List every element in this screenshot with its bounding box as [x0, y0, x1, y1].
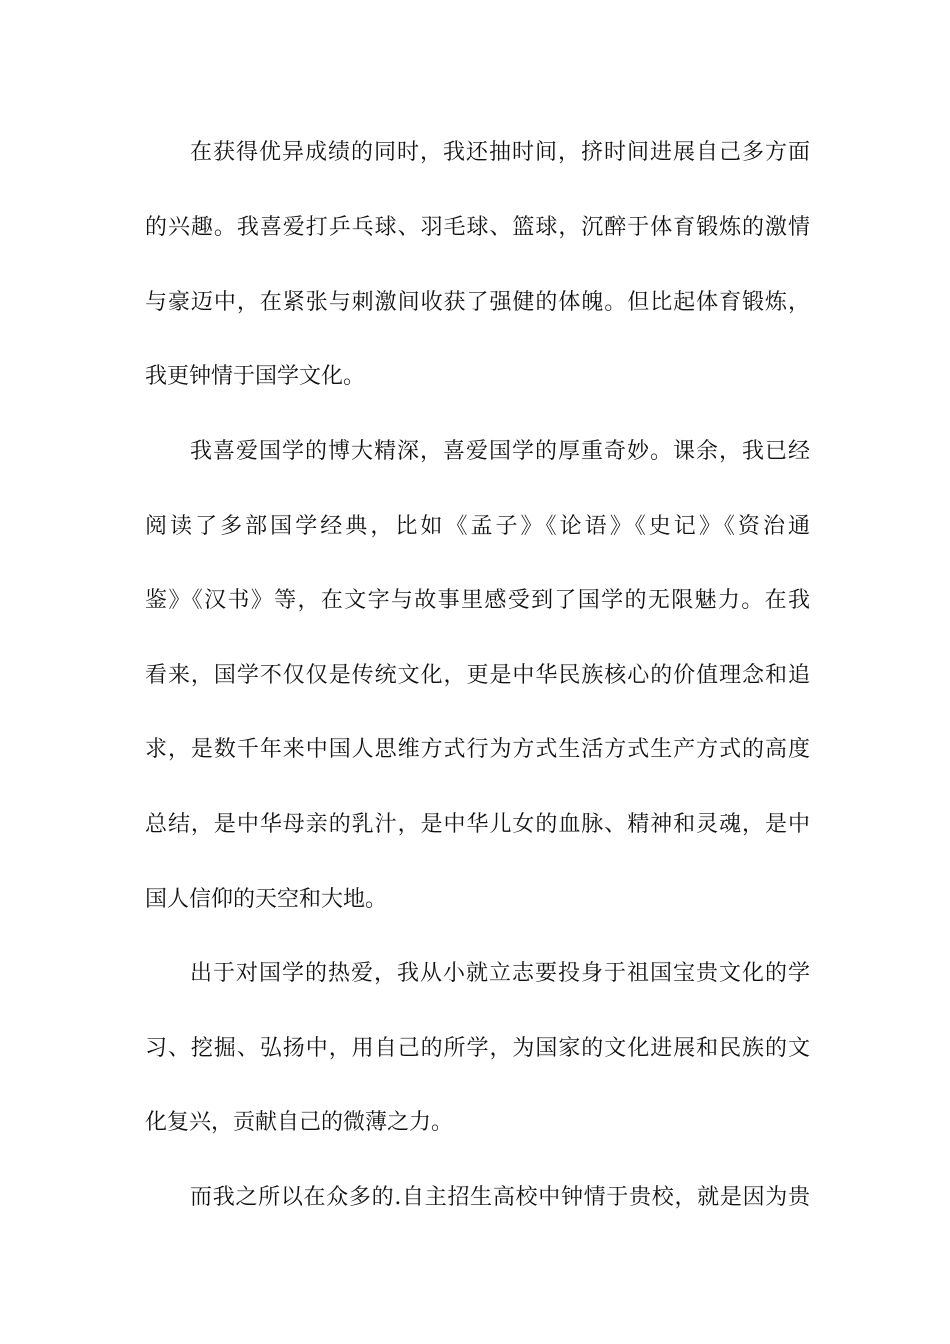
paragraph-line: 看来，国学不仅仅是传统文化，更是中华民族核心的价值理念和追: [145, 663, 810, 688]
paragraph-line: 在获得优异成绩的同时，我还抽时间，挤时间进展自己多方面: [190, 140, 810, 165]
paragraph-line: 国人信仰的天空和大地。: [145, 887, 388, 912]
paragraph-line: 求，是数千年来中国人思维方式行为方式生活方式生产方式的高度: [145, 737, 810, 762]
paragraph-line: 与豪迈中，在紧张与刺激间收获了强健的体魄。但比起体育锻炼，: [145, 290, 810, 315]
paragraph-line: 的兴趣。我喜爱打乒乓球、羽毛球、篮球，沉醉于体育锻炼的激情: [145, 215, 810, 240]
paragraph-line: 我更钟情于国学文化。: [145, 364, 366, 389]
paragraph-line: 阅读了多部国学经典，比如《孟子》《论语》《史记》《资治通: [145, 514, 810, 539]
paragraph-line: 总结，是中华母亲的乳汁，是中华儿女的血脉、精神和灵魂，是中: [145, 812, 810, 837]
paragraph-line: 而我之所以在众多的.自主招生高校中钟情于贵校，就是因为贵: [190, 1185, 810, 1210]
paragraph-line: 习、挖掘、弘扬中，用自己的所学，为国家的文化进展和民族的文: [145, 1036, 810, 1061]
paragraph-line: 鉴》《汉书》等，在文字与故事里感受到了国学的无限魅力。在我: [145, 588, 810, 613]
paragraph-line: 出于对国学的热爱，我从小就立志要投身于祖国宝贵文化的学: [190, 961, 810, 986]
paragraph-line: 我喜爱国学的博大精深，喜爱国学的厚重奇妙。课余，我已经: [190, 439, 810, 464]
paragraph-line: 化复兴，贡献自己的微薄之力。: [145, 1110, 454, 1135]
